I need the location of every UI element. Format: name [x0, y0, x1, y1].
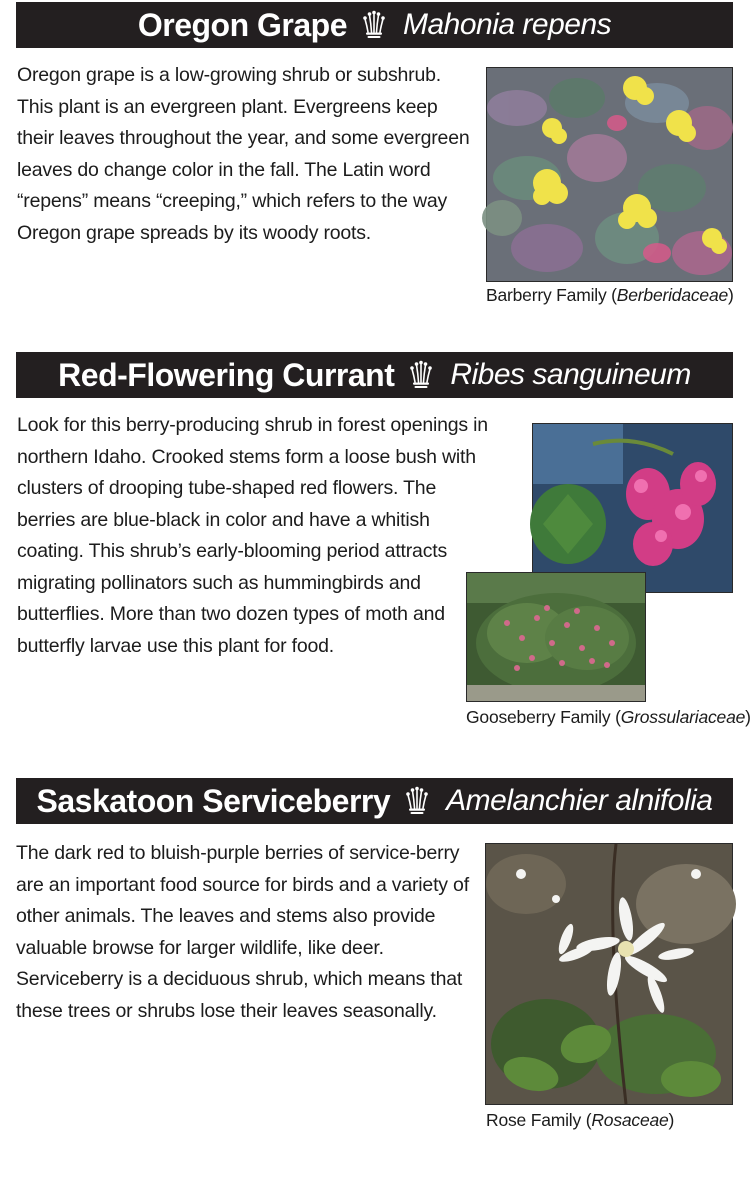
- red-flowering-currant-description: Look for this berry-producing shrub in forest openings in northern Idaho. Crooked stems form a loose bush with clusters of drooping tube-shaped red flowers. The berries are blue-black in color and have a whitish coating. This shrub’s early-blooming period attracts migrating pollinators such as hummingbirds and butterflies. More than two dozen types of moth and butterfly larvae use this plant for food.: [17, 414, 488, 657]
- oregon-grape-header: [16, 2, 733, 48]
- family-latin: Grossulariaceae: [620, 707, 746, 727]
- oregon-grape-family: [486, 285, 734, 306]
- saskatoon-serviceberry-family: [486, 1110, 674, 1131]
- red-flowering-currant-header: [16, 352, 733, 398]
- family-close: ): [668, 1110, 675, 1130]
- family-latin: Berberidaceae: [616, 285, 729, 305]
- common-name: Saskatoon Serviceberry: [36, 782, 391, 819]
- crown-icon: [404, 786, 430, 816]
- crown-icon: [408, 360, 434, 390]
- family-close: ): [728, 285, 734, 305]
- saskatoon-serviceberry-header: [16, 778, 733, 824]
- serviceberry-photo: [485, 843, 733, 1105]
- common-name: Red-Flowering Currant: [58, 356, 395, 393]
- common-name: Oregon Grape: [137, 6, 347, 43]
- family-latin: Rosaceae: [591, 1110, 669, 1130]
- crown-icon: [361, 10, 387, 40]
- family-label: Gooseberry Family (: [466, 707, 621, 727]
- family-close: ): [745, 707, 751, 727]
- scientific-name: Amelanchier alnifolia: [446, 784, 713, 817]
- currant-shrub-photo: [466, 572, 646, 702]
- currant-flower-photo: [532, 423, 733, 593]
- scientific-name: Mahonia repens: [403, 8, 612, 41]
- family-label: Rose Family (: [486, 1110, 592, 1130]
- saskatoon-serviceberry-description: The dark red to bluish-purple berries of service-berry are an important food source for birds and a variety of other animals. The leaves and stems also provide valuable browse for larger wildlife, like deer. Serviceberry is a deciduous shrub, which means that these trees or shrubs lose their leaves seasonally.: [16, 842, 469, 1022]
- red-flowering-currant-family: [466, 707, 751, 728]
- family-label: Barberry Family (: [486, 285, 617, 305]
- oregon-grape-description: Oregon grape is a low-growing shrub or subshrub. This plant is an evergreen plant. Evergreens keep their leaves throughout the year, and some evergreen leaves do change color in the fall. The Latin word “repens” means “creeping,” which refers to the way Oregon grape spreads by its woody roots.: [17, 64, 470, 244]
- scientific-name: Ribes sanguineum: [450, 358, 691, 391]
- oregon-grape-photo: [486, 67, 733, 282]
